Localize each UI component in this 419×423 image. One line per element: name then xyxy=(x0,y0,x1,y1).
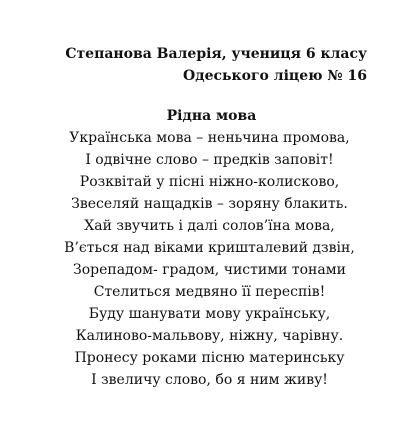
poem-line: Буду шанувати мову українську, xyxy=(88,306,331,322)
poem-line: Зорепадом- градом, чистими тонами xyxy=(73,262,346,278)
poem-line: Українська мова – неньчина промова, xyxy=(69,130,350,146)
author-header xyxy=(65,43,367,87)
poem-line: І одвічне слово – предків заповіт! xyxy=(85,152,334,168)
poem-line: І звеличу слово, бо я ним живу! xyxy=(91,372,328,388)
school-line: Одеського ліцею № 16 xyxy=(183,68,367,84)
poem-line: Пронесу роками пісню материнську xyxy=(74,350,345,366)
poem-title: Рідна мова xyxy=(166,108,257,124)
poem-line: Хай звучить і далі солов’їна мова, xyxy=(84,218,335,234)
poem-line: Калиново-мальвову, ніжну, чарівну. xyxy=(75,328,344,344)
poem-line: Розквітай у пісні ніжно-колисково, xyxy=(79,174,340,190)
poem-line: Стелиться медвяно її переспів! xyxy=(93,284,326,300)
poem xyxy=(0,105,419,391)
poem-line: В’ється над віками кришталевий дзвін, xyxy=(64,240,355,256)
poem-line: Звеселяй нащадків – зоряну блакить. xyxy=(71,196,348,212)
author-name-line: Степанова Валерія, учениця 6 класу xyxy=(65,46,367,62)
